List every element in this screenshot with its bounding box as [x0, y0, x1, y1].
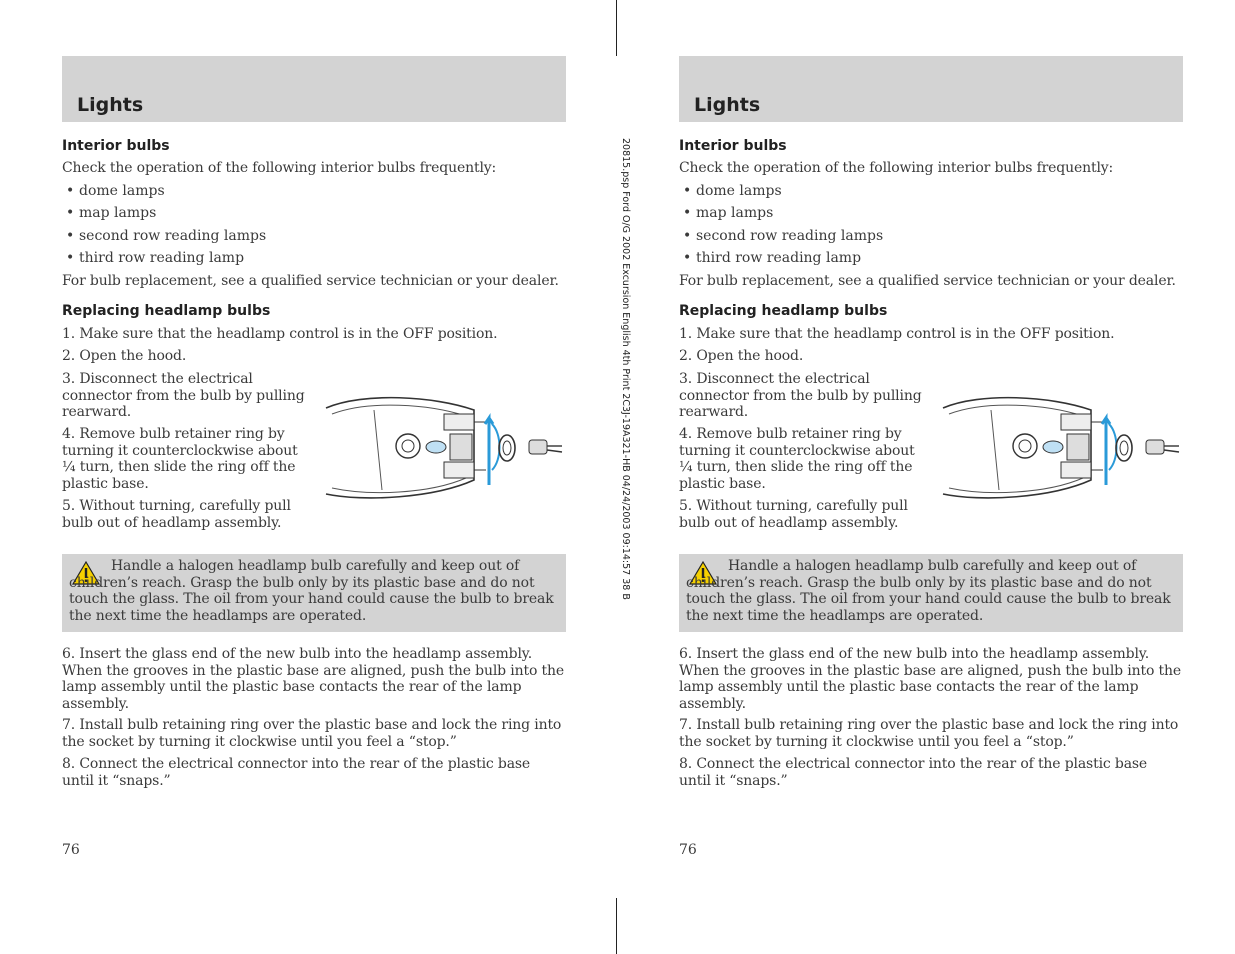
section-header [62, 56, 566, 122]
step-4: 4. Remove bulb retainer ring by turning it counterclockwise about ¼ turn, then slide the ring off the plastic base. [679, 426, 915, 492]
headlamp-heading: Replacing headlamp bulbs [679, 303, 888, 319]
step-6: 6. Insert the glass end of the new bulb into the headlamp assembly. When the grooves in the plastic base are aligned, push the bulb into the lamp assembly until the plastic base contacts the rear of the lamp assembly. [679, 646, 1181, 712]
warning-box [62, 554, 566, 632]
step-8: 8. Connect the electrical connector into the rear of the plastic base until it “snaps.” [62, 756, 531, 789]
step-8: 8. Connect the electrical connector into the rear of the plastic base until it “snaps.” [679, 756, 1148, 789]
step-2: 2. Open the hood. [679, 348, 804, 364]
step-7: 7. Install bulb retaining ring over the plastic base and lock the ring into the socket by turning it clockwise until you feel a “stop.” [62, 717, 562, 750]
interior-note: For bulb replacement, see a qualified service technician or your dealer. [62, 273, 559, 289]
crop-mark-bottom [616, 898, 617, 954]
page-right: Lights Interior bulbs Check the operation of the following interior bulbs frequently: • dome lamps • map lamps • second row reading lamps • third row reading lamp For bulb replacement, see a qualified service technician or your dealer. Replacing headlamp bulbs 1. Make sure that the headlamp control is in the OFF position. 2. Open the hood. 3. Disconnect the electrical connector from the bulb by pulling rearward. 4. Remove bulb retainer ring by turning it counterclockwise about ¼ turn, then slide the ring off the plastic base. 5. Without turning, carefully pull bulb out of headlamp assembly. Handle a halogen headlamp bulb carefully and keep out of children’s reach. Grasp the bulb only by its plastic base and do not touch the glass. The oil from your hand could cause the bulb to break the next time the headlamps are operated. 6. Insert the glass end of the new bulb into the headlamp assembly. When the grooves in the plastic base are aligned, push the bulb into the lamp assembly until the plastic base contacts the rear of the lamp assembly. 7. Install bulb retaining ring over the plastic base and lock the ring into the socket by turning it clockwise until you feel a “stop.” 8. Connect the electrical connector into the rear of the plastic base until it “snaps.” 76 [679, 0, 1183, 954]
step-1: 1. Make sure that the headlamp control is in the OFF position. [62, 326, 498, 342]
step-7: 7. Install bulb retaining ring over the plastic base and lock the ring into the socket by turning it clockwise until you feel a “stop.” [679, 717, 1179, 750]
interior-note: For bulb replacement, see a qualified service technician or your dealer. [679, 273, 1176, 289]
step-1: 1. Make sure that the headlamp control is in the OFF position. [679, 326, 1115, 342]
headlamp-illustration [324, 390, 564, 510]
headlamp-heading: Replacing headlamp bulbs [62, 303, 271, 319]
interior-intro: Check the operation of the following interior bulbs frequently: [62, 160, 497, 176]
print-info: 20815.psp Ford O/G 2002 Excursion English 4th Print 2C3J-19A321-HB 04/24/2003 09:14:57 38 B [620, 138, 631, 600]
page-number: 76 [62, 842, 80, 858]
page-number: 76 [679, 842, 697, 858]
headlamp-illustration [941, 390, 1181, 510]
interior-intro: Check the operation of the following interior bulbs frequently: [679, 160, 1114, 176]
section-title: Lights [694, 94, 761, 116]
step-5: 5. Without turning, carefully pull bulb out of headlamp assembly. [679, 498, 908, 531]
step-3: 3. Disconnect the electrical connector from the bulb by pulling rearward. [62, 371, 305, 420]
step-3: 3. Disconnect the electrical connector from the bulb by pulling rearward. [679, 371, 922, 420]
section-title: Lights [77, 94, 144, 116]
step-2: 2. Open the hood. [62, 348, 187, 364]
warning-text: Handle a halogen headlamp bulb carefully and keep out of children’s reach. Grasp the bulb only by its plastic base and do not touch the glass. The oil from your hand could cause the bulb to break the next time the headlamps are operated. [686, 558, 1171, 624]
step-5: 5. Without turning, carefully pull bulb out of headlamp assembly. [62, 498, 291, 531]
page-left: Lights Interior bulbs Check the operation of the following interior bulbs frequently: • dome lamps • map lamps • second row reading lamps • third row reading lamp For bulb replacement, see a qualified service technician or your dealer. Replacing headlamp bulbs 1. Make sure that the headlamp control is in the OFF position. 2. Open the hood. 3. Disconnect the electrical connector from the bulb by pulling rearward. 4. Remove bulb retainer ring by turning it counterclockwise about ¼ turn, then slide the ring off the plastic base. 5. Without turning, carefully pull bulb out of headlamp assembly. Handle a halogen headlamp bulb carefully and keep out of children’s reach. Grasp the bulb only by its plastic base and do not touch the glass. The oil from your hand could cause the bulb to break the next time the headlamps are operated. 6. Insert the glass end of the new bulb into the headlamp assembly. When the grooves in the plastic base are aligned, push the bulb into the lamp assembly until the plastic base contacts the rear of the lamp assembly. 7. Install bulb retaining ring over the plastic base and lock the ring into the socket by turning it clockwise until you feel a “stop.” 8. Connect the electrical connector into the rear of the plastic base until it “snaps.” 76 [62, 0, 566, 954]
warning-text: Handle a halogen headlamp bulb carefully and keep out of children’s reach. Grasp the bulb only by its plastic base and do not touch the glass. The oil from your hand could cause the bulb to break the next time the headlamps are operated. [69, 558, 554, 624]
interior-bulbs-heading: Interior bulbs [679, 138, 787, 154]
warning-box [679, 554, 1183, 632]
section-header [679, 56, 1183, 122]
interior-bulbs-heading: Interior bulbs [62, 138, 170, 154]
step-6: 6. Insert the glass end of the new bulb into the headlamp assembly. When the grooves in the plastic base are aligned, push the bulb into the lamp assembly until the plastic base contacts the rear of the lamp assembly. [62, 646, 564, 712]
step-4: 4. Remove bulb retainer ring by turning it counterclockwise about ¼ turn, then slide the ring off the plastic base. [62, 426, 298, 492]
crop-mark-top [616, 0, 617, 56]
